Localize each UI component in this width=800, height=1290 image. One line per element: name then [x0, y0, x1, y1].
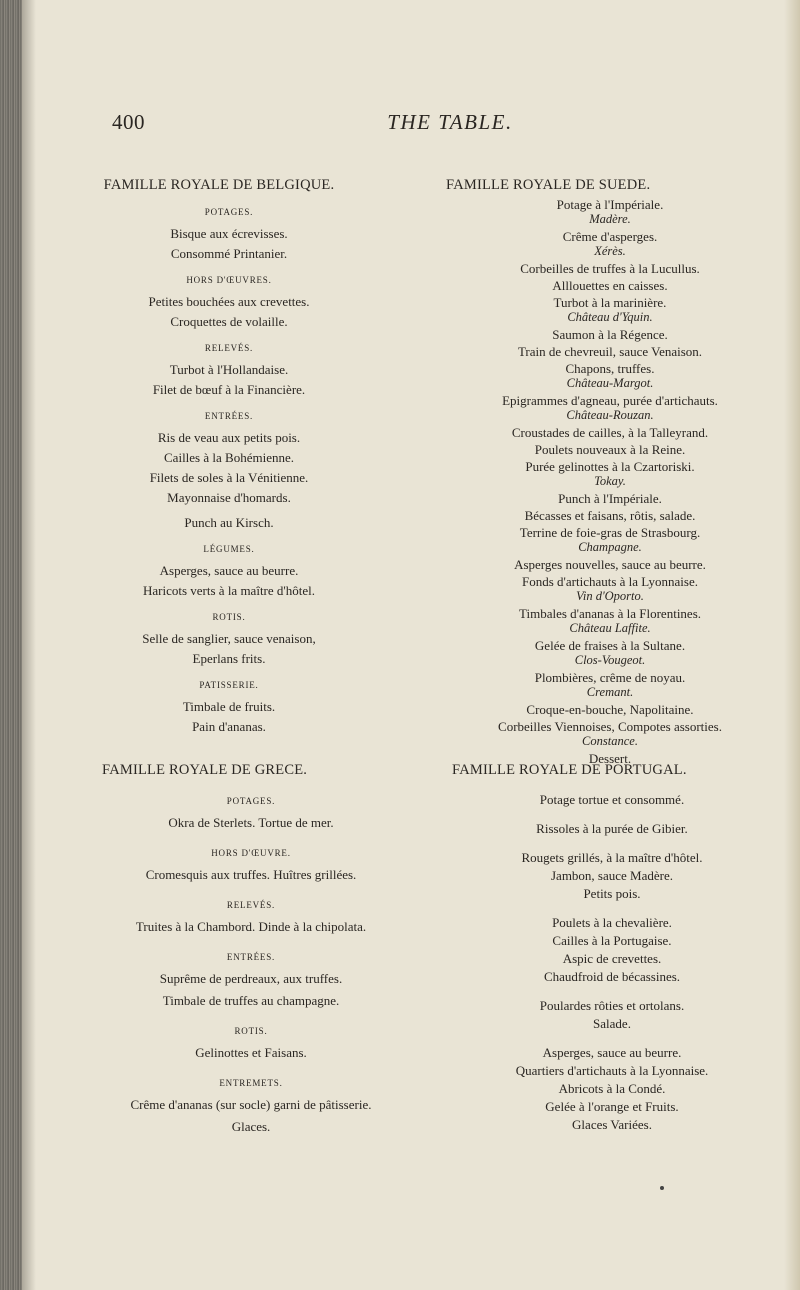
menu-item: Eperlans frits. [192, 651, 266, 666]
menu-group [452, 915, 772, 984]
menu-item: Asperges, sauce au beurre. [542, 1045, 682, 1060]
menu-item: Rougets grillés, à la maître d'hôtel. [521, 850, 703, 865]
menu-item: Timbales d'ananas à la Florentines. [518, 606, 702, 621]
menu-item: Asperges, sauce au beurre. [159, 563, 299, 578]
menu-item: Filets de soles à la Vénitienne. [149, 470, 309, 485]
gutter-shadow [22, 0, 36, 1290]
section-heading: RELEVÉS. [204, 343, 254, 353]
menu-item: Fonds d'artichauts à la Lyonnaise. [521, 574, 698, 589]
menu-item: Filet de bœuf à la Financière. [152, 382, 306, 397]
menu-suede [440, 178, 780, 768]
menu-item: Turbot à la marinière. [553, 295, 667, 310]
menu-title: FAMILLE ROYALE DE PORTUGAL. [452, 762, 687, 778]
book-binding-edge [0, 0, 22, 1290]
menu-item: Cailles à la Portugaise. [552, 933, 672, 948]
section-heading: HORS D'ŒUVRES. [186, 275, 272, 285]
menu-group [452, 1045, 772, 1132]
menu-section [104, 542, 354, 598]
menu-item: Consommé Printanier. [170, 246, 288, 261]
menu-belgique [104, 178, 354, 739]
menu-item: Epigrammes d'agneau, purée d'artichauts. [502, 393, 718, 408]
menu-item: Punch à l'Impériale. [558, 491, 662, 506]
wine-pairing: Château d'Yquin. [567, 310, 653, 324]
menu-groups [452, 792, 772, 1132]
menu-item: Pain d'ananas. [192, 719, 266, 734]
menu-group [452, 821, 772, 836]
section-heading: ROTIS. [234, 1026, 268, 1036]
menu-group [452, 998, 772, 1031]
section-heading: ENTRÉES. [204, 411, 254, 421]
wine-pairing: Tokay. [594, 474, 626, 488]
menu-item: Croquettes de volaille. [170, 314, 288, 329]
menu-section [104, 273, 354, 329]
menu-section [104, 341, 354, 397]
menu-item: Haricots verts à la maître d'hôtel. [142, 583, 315, 598]
menu-item: Gelée à l'orange et Fruits. [545, 1099, 679, 1114]
menu-item: Quartiers d'artichauts à la Lyonnaise. [515, 1063, 709, 1078]
section-heading: HORS D'ŒUVRE. [211, 848, 291, 858]
wine-pairing: Madère. [589, 212, 631, 226]
menu-group [452, 792, 772, 807]
menu-item: Gelinottes et Faisans. [195, 1045, 307, 1060]
menu-title: FAMILLE ROYALE DE BELGIQUE. [103, 177, 335, 193]
menu-item: Asperges nouvelles, sauce au beurre. [514, 557, 706, 572]
menu-item: Petites bouchées aux crevettes. [148, 294, 310, 309]
menu-item: Timbale de truffes au champagne. [162, 993, 340, 1008]
menu-item: Turbot à l'Hollandaise. [169, 362, 289, 377]
menu-item: Timbale de fruits. [182, 699, 276, 714]
menu-section [96, 898, 406, 934]
menu-item: Corbeilles Viennoises, Compotes assorties. [498, 719, 722, 734]
menu-lines [440, 197, 780, 766]
menu-item: Glaces. [231, 1119, 271, 1134]
menu-item: Suprême de perdreaux, aux truffes. [159, 971, 343, 986]
wine-pairing: Clos-Vougeot. [574, 653, 646, 667]
section-heading: ENTRÉES. [226, 952, 276, 962]
menu-section [96, 1024, 406, 1060]
menu-section [96, 1076, 406, 1134]
wine-pairing: Vin d'Oporto. [576, 589, 644, 603]
menu-item: Potage tortue et consommé. [539, 792, 685, 807]
menu-item: Train de chevreuil, sauce Venaison. [517, 344, 703, 359]
wine-pairing: Xérès. [594, 244, 626, 258]
menu-item: Poulets nouveaux à la Reine. [534, 442, 686, 457]
menu-item: Cromesquis aux truffes. Huîtres grillées. [145, 867, 357, 882]
menu-item: Chaudfroid de bécassines. [543, 969, 681, 984]
menu-item: Selle de sanglier, sauce venaison, [142, 631, 316, 646]
wine-pairing: Château-Margot. [566, 376, 654, 390]
menu-item: Bisque aux écrevisses. [170, 226, 288, 241]
menu-item: Croustades de cailles, à la Talleyrand. [511, 425, 709, 440]
section-heading: LÉGUMES. [203, 544, 255, 554]
ink-speck [660, 1186, 664, 1190]
menu-item: Crême d'asperges. [562, 229, 658, 244]
menu-item: Corbeilles de truffes à la Lucullus. [520, 261, 700, 276]
section-heading: RELEVÉS. [226, 900, 276, 910]
menu-item: Salade. [593, 1016, 631, 1031]
wine-pairing: Cremant. [586, 685, 634, 699]
menu-item: Gelée de fraises à la Sultane. [534, 638, 686, 653]
menu-section [104, 678, 354, 734]
menu-item: Crême d'ananas (sur socle) garni de pâtisserie. [130, 1097, 372, 1112]
section-heading: PATISSERIE. [199, 680, 259, 690]
menu-portugal [452, 763, 772, 1146]
wine-pairing: Constance. [582, 734, 638, 748]
menu-section [96, 846, 406, 882]
menu-item: Potage à l'Impériale. [556, 197, 664, 212]
menu-item: Petits pois. [583, 886, 641, 901]
menu-item: Croque-en-bouche, Napolitaine. [526, 702, 694, 717]
menu-title: FAMILLE ROYALE DE GRECE. [102, 762, 308, 778]
menu-item: Mayonnaise d'homards. [167, 490, 291, 505]
menu-item: Poulets à la chevalière. [552, 915, 672, 930]
menu-item: Bécasses et faisans, rôtis, salade. [524, 508, 696, 523]
menu-item: Poulardes rôties et ortolans. [539, 998, 685, 1013]
menu-item: Abricots à la Condé. [558, 1081, 666, 1096]
page-number: 400 [112, 110, 145, 134]
menu-item: Terrine de foie-gras de Strasbourg. [519, 525, 701, 540]
menu-item: Jambon, sauce Madère. [550, 868, 673, 883]
menu-item: Purée gelinottes à la Czartoriski. [525, 459, 695, 474]
section-heading: POTAGES. [226, 796, 276, 806]
menu-item: Punch au Kirsch. [184, 515, 274, 530]
section-heading: ENTREMETS. [219, 1078, 283, 1088]
menu-item: Plombières, crême de noyau. [534, 670, 686, 685]
menu-item: Ris de veau aux petits pois. [157, 430, 301, 445]
menu-item: Saumon à la Régence. [552, 327, 668, 342]
menu-item: Dessert. [588, 751, 632, 766]
menu-section [96, 794, 406, 830]
menu-item: Alllouettes en caisses. [552, 278, 668, 293]
menu-section [96, 950, 406, 1008]
menu-item: Cailles à la Bohémienne. [164, 450, 294, 465]
menu-item: Rissoles à la purée de Gibier. [536, 821, 688, 836]
wine-pairing: Champagne. [578, 540, 642, 554]
menu-group [452, 850, 772, 901]
menu-grece [96, 763, 406, 1141]
section-heading: ROTIS. [212, 612, 246, 622]
section-heading: POTAGES. [204, 207, 254, 217]
menu-section [104, 205, 354, 261]
menu-item: Glaces Variées. [572, 1117, 652, 1132]
wine-pairing: Château Laffite. [569, 621, 651, 635]
menu-title: FAMILLE ROYALE DE SUEDE. [446, 177, 651, 193]
menu-section [104, 409, 354, 530]
page-edge [784, 0, 800, 1290]
menu-item: Aspic de crevettes. [562, 951, 662, 966]
wine-pairing: Château-Rouzan. [566, 408, 654, 422]
running-head: THE TABLE. [387, 110, 513, 134]
menu-section [104, 610, 354, 666]
menu-item: Okra de Sterlets. Tortue de mer. [168, 815, 334, 830]
menu-item: Truites à la Chambord. Dinde à la chipolata. [135, 919, 367, 934]
menu-item: Chapons, truffes. [565, 361, 655, 376]
